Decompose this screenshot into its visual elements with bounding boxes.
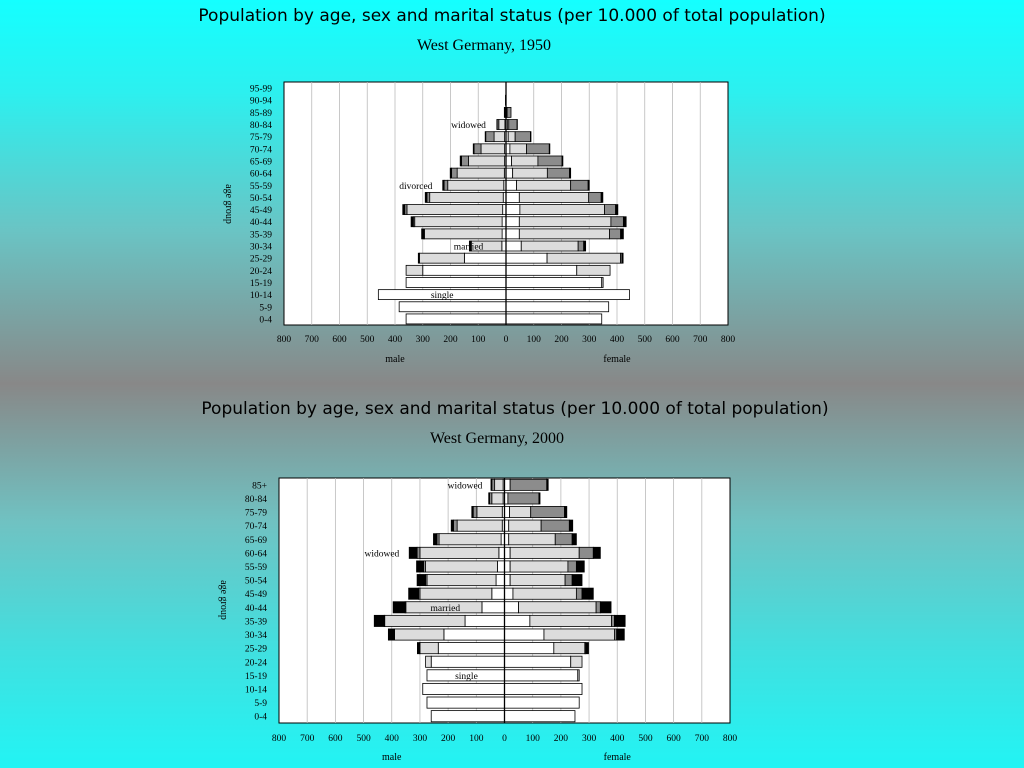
bar-male-married xyxy=(420,643,438,654)
age-group-label: 65-69 xyxy=(244,535,267,546)
age-group-label: 30-34 xyxy=(244,631,267,642)
bar-male-divorced xyxy=(393,602,405,613)
bar-female-divorced xyxy=(572,575,582,586)
bar-female-divorced xyxy=(565,506,567,517)
age-group-label: 10-14 xyxy=(249,291,272,302)
age-group-label: 70-74 xyxy=(244,522,267,533)
annotation-divorced: divorced xyxy=(399,181,433,192)
age-group-label: 70-74 xyxy=(249,145,272,156)
bar-female-married xyxy=(513,588,576,599)
age-group-label: 50-54 xyxy=(249,193,272,204)
bar-male-divorced xyxy=(491,479,492,490)
age-group-label: 75-79 xyxy=(249,133,272,144)
bar-male-divorced xyxy=(417,575,425,586)
x-tick-label: 200 xyxy=(443,335,458,345)
x-tick-label: 600 xyxy=(666,734,681,744)
x-tick-label: 100 xyxy=(469,734,484,744)
bar-male-married xyxy=(492,493,503,504)
bar-female-married xyxy=(571,656,582,667)
bar-female-single xyxy=(505,697,580,708)
age-group-label: 65-69 xyxy=(249,157,272,168)
bar-female-married xyxy=(509,534,556,545)
bar-male-divorced xyxy=(409,588,419,599)
bar-male-divorced xyxy=(417,643,419,654)
annotation-married: married xyxy=(453,242,484,253)
x-label-female: female xyxy=(603,752,631,763)
bar-male-married xyxy=(385,615,465,626)
age-group-label: 25-29 xyxy=(244,644,267,655)
bar-female-widowed xyxy=(508,493,539,504)
bar-male-single xyxy=(431,656,504,667)
x-tick-label: 500 xyxy=(637,335,652,345)
bar-male-widowed xyxy=(492,479,495,490)
bar-female-single xyxy=(505,643,554,654)
x-tick-label: 700 xyxy=(300,734,315,744)
annotation-married: married xyxy=(430,603,461,614)
age-group-label: 40-44 xyxy=(244,603,267,614)
bar-female-married xyxy=(510,547,579,558)
age-group-label: 90-94 xyxy=(249,96,272,107)
bar-female-married xyxy=(510,506,531,517)
age-group-label: 25-29 xyxy=(249,254,272,265)
age-group-label: 60-64 xyxy=(249,169,272,180)
bar-male-divorced xyxy=(489,493,490,504)
bar-female-single xyxy=(505,588,513,599)
age-group-label: 30-34 xyxy=(249,242,272,253)
age-group-label: 40-44 xyxy=(249,218,272,229)
x-tick-label: 400 xyxy=(610,734,625,744)
age-group-label: 60-64 xyxy=(244,549,267,560)
age-group-label: 50-54 xyxy=(244,576,267,587)
bar-female-widowed xyxy=(596,602,600,613)
bar-male-divorced xyxy=(374,615,384,626)
bar-male-married xyxy=(395,629,444,640)
x-tick-label: 400 xyxy=(609,335,625,345)
bar-female-divorced xyxy=(600,602,611,613)
x-tick-label: 300 xyxy=(582,335,597,345)
age-group-label: 80-84 xyxy=(244,494,267,505)
chart-1-subtitle: West Germany, 1950 xyxy=(416,37,552,54)
bar-female-married xyxy=(578,670,579,681)
bar-female-widowed xyxy=(576,588,582,599)
bar-female-divorced xyxy=(614,615,625,626)
bar-male-single xyxy=(492,588,505,599)
bar-female-widowed xyxy=(531,506,565,517)
bar-female-divorced xyxy=(586,643,589,654)
x-tick-label: 700 xyxy=(304,335,319,345)
bar-male-widowed xyxy=(417,547,420,558)
bar-female-divorced xyxy=(617,629,625,640)
bar-male-married xyxy=(426,656,432,667)
bar-female-divorced xyxy=(569,520,572,531)
age-group-label: 5-9 xyxy=(254,699,267,710)
bar-male-divorced xyxy=(409,547,417,558)
annotation-widowed: widowed xyxy=(447,481,483,492)
age-group-label: 85+ xyxy=(252,481,267,492)
bar-female-widowed xyxy=(579,547,593,558)
bar-male-married xyxy=(420,547,499,558)
age-group-label: 35-39 xyxy=(249,230,272,241)
bar-male-single xyxy=(499,547,505,558)
age-group-label: 45-49 xyxy=(249,206,272,217)
x-tick-label: 500 xyxy=(360,335,375,345)
chart-2-title: Population by age, sex and marital status (per 10.000 of total population) xyxy=(201,399,829,419)
x-tick-label: 500 xyxy=(356,734,371,744)
age-group-label: 75-79 xyxy=(244,508,267,519)
bar-female-widowed xyxy=(568,561,576,572)
bar-male-married xyxy=(495,479,503,490)
x-tick-label: 800 xyxy=(720,335,736,345)
x-tick-label: 100 xyxy=(525,734,540,744)
annotation-widowed: widowed xyxy=(451,121,486,132)
bar-female-married xyxy=(554,643,585,654)
x-tick-label: 200 xyxy=(553,734,568,744)
x-tick-label: 500 xyxy=(638,734,653,744)
bar-male-married xyxy=(427,575,496,586)
y-axis-label: age group xyxy=(218,580,229,620)
bar-male-married xyxy=(457,520,502,531)
age-group-label: 55-59 xyxy=(244,562,267,573)
x-tick-label: 300 xyxy=(581,734,597,744)
bar-female-single xyxy=(505,602,519,613)
bar-male-divorced xyxy=(472,506,473,517)
x-tick-label: 0 xyxy=(502,734,507,744)
bar-male-divorced xyxy=(417,561,424,572)
bar-female-married xyxy=(530,615,612,626)
chart-1-title: Population by age, sex and marital status (per 10.000 of total population) xyxy=(198,6,826,26)
bar-male-married xyxy=(420,588,492,599)
bar-female-single xyxy=(505,547,511,558)
age-group-label: 15-19 xyxy=(249,278,272,289)
bar-female-married xyxy=(544,629,614,640)
bar-male-single xyxy=(497,561,504,572)
x-tick-label: 200 xyxy=(441,734,456,744)
bar-female-divorced xyxy=(572,534,576,545)
bar-male-widowed xyxy=(453,520,457,531)
bar-female-divorced xyxy=(576,561,584,572)
bar-male-married xyxy=(477,506,502,517)
x-label-female: female xyxy=(603,354,631,365)
bar-male-divorced xyxy=(388,629,394,640)
age-group-label: 35-39 xyxy=(244,617,267,628)
bar-female-single xyxy=(505,561,511,572)
bar-female-widowed xyxy=(612,615,615,626)
x-tick-label: 0 xyxy=(503,335,509,345)
bar-male-married xyxy=(439,534,501,545)
bar-male-single xyxy=(444,629,505,640)
bar-male-single xyxy=(423,683,505,694)
x-tick-label: 400 xyxy=(387,335,403,345)
x-tick-label: 100 xyxy=(526,335,541,345)
x-tick-label: 600 xyxy=(665,335,680,345)
x-tick-label: 100 xyxy=(471,335,486,345)
bar-female-divorced xyxy=(593,547,600,558)
bar-male-single xyxy=(431,711,504,722)
bar-female-married xyxy=(510,561,568,572)
bar-female-single xyxy=(505,683,583,694)
age-group-label: 20-24 xyxy=(244,658,267,669)
x-tick-label: 700 xyxy=(693,335,708,345)
annotation-widowed: widowed xyxy=(364,549,400,560)
bar-female-married xyxy=(519,602,597,613)
bar-female-divorced xyxy=(539,493,540,504)
age-group-label: 10-14 xyxy=(244,685,267,696)
age-group-label: 5-9 xyxy=(259,303,272,314)
age-group-label: 0-4 xyxy=(254,712,267,723)
age-group-label: 85-89 xyxy=(249,108,272,119)
bar-male-widowed xyxy=(473,506,477,517)
age-group-label: 95-99 xyxy=(249,84,272,95)
y-axis-label: age group xyxy=(223,184,234,224)
bar-male-single xyxy=(427,697,505,708)
bar-male-single xyxy=(496,575,504,586)
x-tick-label: 200 xyxy=(554,335,569,345)
bar-female-single xyxy=(505,615,530,626)
bar-male-single xyxy=(482,602,505,613)
bar-female-widowed xyxy=(565,575,572,586)
bar-male-single xyxy=(465,615,504,626)
annotation-single: single xyxy=(430,291,454,302)
bar-female-divorced xyxy=(582,588,593,599)
age-group-label: 20-24 xyxy=(249,266,272,277)
x-tick-label: 800 xyxy=(722,734,738,744)
x-tick-label: 600 xyxy=(332,335,347,345)
x-label-male: male xyxy=(382,752,402,763)
age-group-label: 55-59 xyxy=(249,181,272,192)
bar-male-divorced xyxy=(451,520,453,531)
age-group-label: 15-19 xyxy=(244,671,267,682)
bar-female-widowed xyxy=(555,534,572,545)
bar-female-married xyxy=(509,520,541,531)
x-tick-label: 300 xyxy=(412,734,428,744)
x-tick-label: 800 xyxy=(271,734,287,744)
x-label-male: male xyxy=(385,354,405,365)
x-tick-label: 400 xyxy=(384,734,399,744)
bar-female-single xyxy=(505,711,575,722)
age-group-label: 45-49 xyxy=(244,590,267,601)
bar-female-single xyxy=(505,479,511,490)
bar-female-divorced xyxy=(547,479,548,490)
chart-2-subtitle: West Germany, 2000 xyxy=(429,430,565,447)
annotation-single: single xyxy=(455,671,478,682)
age-group-label: 80-84 xyxy=(249,121,272,132)
x-tick-label: 300 xyxy=(415,335,430,345)
bar-female-married xyxy=(510,575,565,586)
x-tick-label: 800 xyxy=(276,335,292,345)
bar-female-widowed xyxy=(510,479,547,490)
bar-female-single xyxy=(505,670,578,681)
x-tick-label: 700 xyxy=(694,734,709,744)
bar-female-widowed xyxy=(541,520,569,531)
bar-male-married xyxy=(426,561,498,572)
x-tick-label: 600 xyxy=(328,734,343,744)
bar-female-single xyxy=(505,575,511,586)
bar-female-single xyxy=(505,629,544,640)
bar-female-single xyxy=(505,656,571,667)
bar-male-single xyxy=(438,643,504,654)
bar-male-divorced xyxy=(433,534,436,545)
bar-female-single xyxy=(505,506,510,517)
age-group-label: 0-4 xyxy=(259,315,272,326)
